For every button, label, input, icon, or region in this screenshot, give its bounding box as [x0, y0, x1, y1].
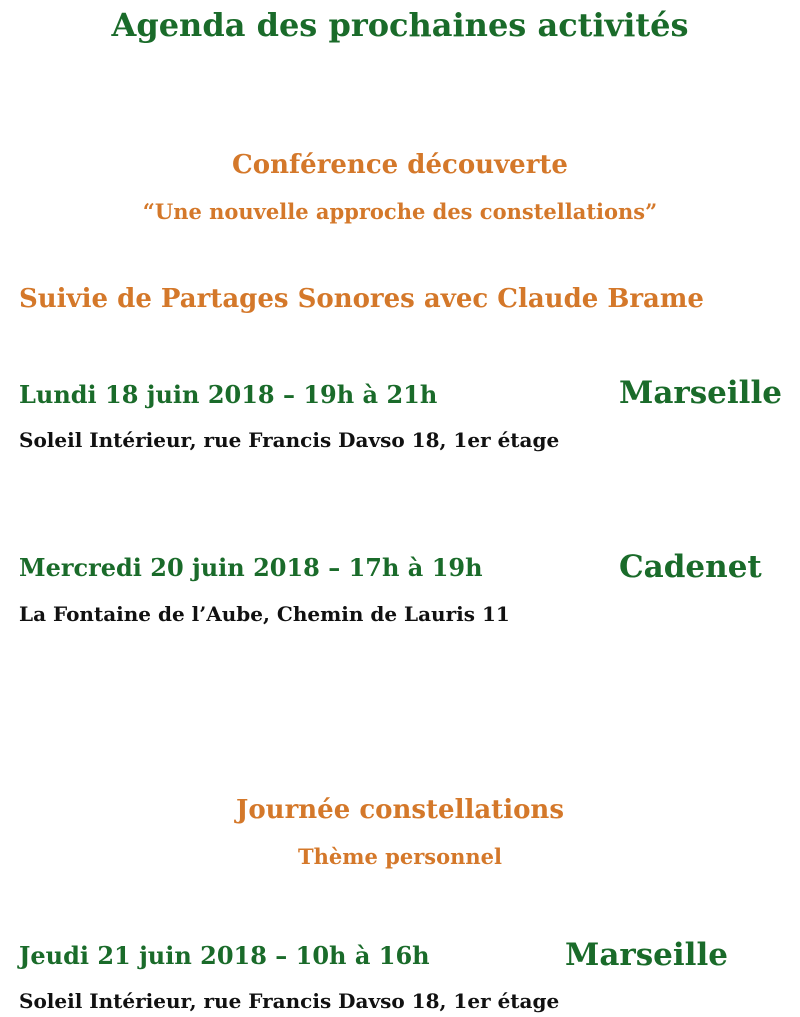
event-city: Cadenet	[619, 549, 762, 585]
event-address: Soleil Intérieur, rue Francis Davso 18, 1er étage	[19, 989, 560, 1013]
event-city: Marseille	[619, 375, 782, 411]
event-date: Lundi 18 juin 2018 – 19h à 21h	[19, 380, 438, 409]
conference-subtitle: “Une nouvelle approche des constellations”	[142, 199, 658, 224]
journee-title: Journée constellations	[236, 795, 564, 825]
page-title: Agenda des prochaines activités	[111, 6, 689, 44]
event-city: Marseille	[565, 937, 728, 973]
event-address: Soleil Intérieur, rue Francis Davso 18, 1er étage	[19, 428, 560, 452]
event-date: Mercredi 20 juin 2018 – 17h à 19h	[19, 553, 483, 582]
event-date: Jeudi 21 juin 2018 – 10h à 16h	[19, 941, 430, 970]
event-address: La Fontaine de l’Aube, Chemin de Lauris 11	[19, 602, 510, 626]
conference-title: Conférence découverte	[232, 150, 568, 180]
journee-subtitle: Thème personnel	[298, 844, 502, 869]
conference-followup: Suivie de Partages Sonores avec Claude Brame	[19, 284, 704, 314]
